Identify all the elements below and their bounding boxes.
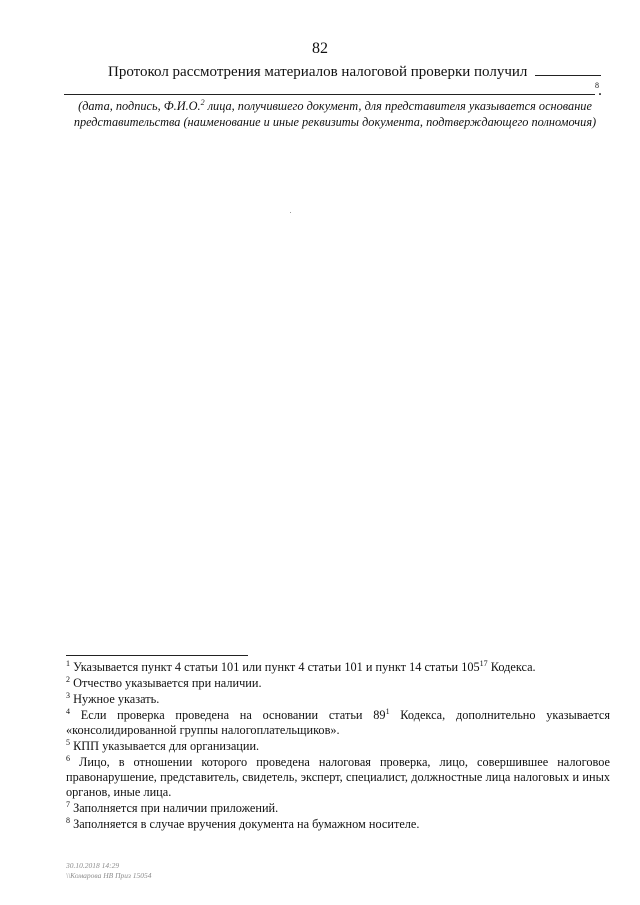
protocol-receipt-line	[108, 63, 601, 81]
electronic-stamp-date: 30.10.2018 14:29	[66, 861, 120, 870]
footnote-1-number: 1	[66, 658, 70, 668]
footnote-2-text: Отчество указывается при наличии.	[73, 676, 262, 690]
page-number: 82	[312, 40, 328, 57]
footnote-7-text: Заполняется при наличии приложений.	[73, 801, 279, 815]
signature-note-text-2: лица, получившего документ, для представителя указывается основание представительства (наименование и иные реквизиты документа, подтверждающего полномочия)	[73, 99, 597, 129]
scan-speck	[290, 212, 291, 213]
signature-note-text-1: (дата, подпись, Ф.И.О.	[78, 99, 201, 113]
recipient-blank-short	[535, 63, 601, 76]
footnote-6-number: 6	[66, 753, 70, 763]
signature-note	[70, 98, 600, 130]
recipient-blank-long	[64, 94, 595, 95]
footnote-8-marker: 8	[595, 81, 599, 90]
footnote-4-text: Если проверка проведена на основании статьи 89	[80, 708, 386, 722]
footnote-2	[66, 676, 610, 691]
footnote-6-text: Лицо, в отношении которого проведена налоговая проверка, лицо, совершившее налоговое правонарушение, представитель, свидетель, эксперт, специалист, должностные лица налоговых и иных органов, иные лица.	[66, 755, 610, 799]
signature-note-sup: 2	[200, 97, 205, 107]
footnote-3-text: Нужное указать.	[73, 692, 160, 706]
footnote-1	[66, 660, 610, 675]
footnote-1-text-end: Кодекса.	[487, 660, 536, 674]
footnote-5-number: 5	[66, 737, 70, 747]
footnote-8-text: Заполняется в случае вручения документа на бумажном носителе.	[73, 817, 420, 831]
footnote-4	[66, 708, 610, 738]
electronic-stamp-path: \\Комарова НВ Приз 15054	[66, 871, 152, 880]
footnote-3-number: 3	[66, 690, 70, 700]
footnote-5	[66, 739, 610, 754]
footnote-1-text: Указывается пункт 4 статьи 101 или пункт 4 статьи 101 и пункт 14 статьи 105	[73, 660, 480, 674]
footnote-7-number: 7	[66, 799, 70, 809]
footnotes-block	[66, 660, 610, 833]
footnote-1-sup: 17	[479, 658, 488, 668]
footnote-separator	[66, 655, 248, 656]
footnote-6	[66, 755, 610, 800]
footnote-3	[66, 692, 610, 707]
footnote-7	[66, 801, 610, 816]
footnote-4-text-end: Кодекса, дополнительно указывается «консолидированной группы налогоплательщиков».	[66, 708, 610, 737]
footnote-5-text: КПП указывается для организации.	[73, 739, 260, 753]
footnote-2-number: 2	[66, 674, 70, 684]
footnote-8	[66, 817, 610, 832]
protocol-receipt-text: Протокол рассмотрения материалов налоговой проверки получил	[108, 64, 528, 80]
footnote-8-number: 8	[66, 815, 70, 825]
footnote-4-sup: 1	[385, 706, 390, 716]
line-end-period: .	[598, 82, 602, 99]
footnote-4-number: 4	[66, 706, 70, 716]
